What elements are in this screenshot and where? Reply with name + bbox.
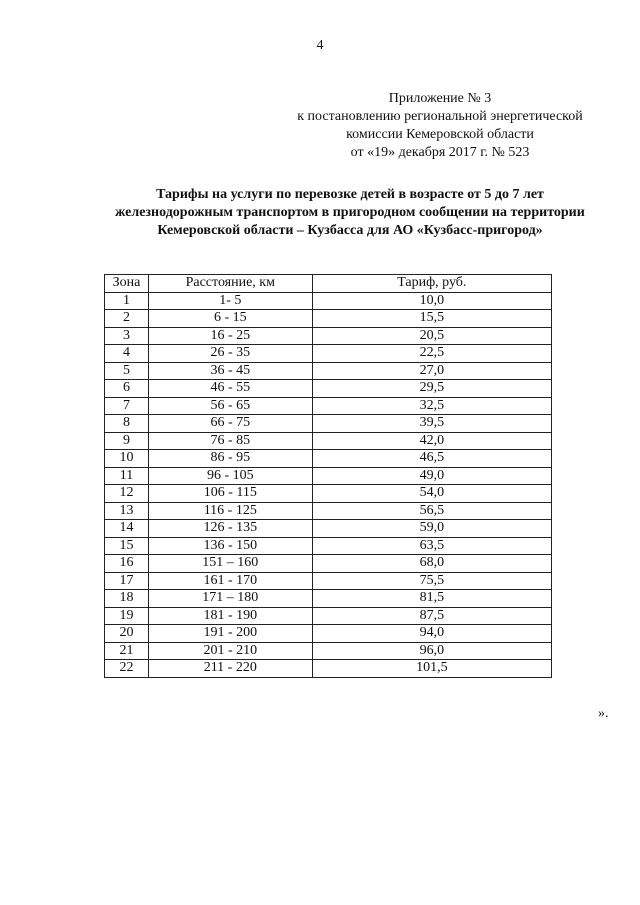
tariff-cell: 46,5 xyxy=(312,450,551,468)
distance-cell: 56 - 65 xyxy=(148,397,312,415)
table-row xyxy=(105,520,552,538)
title-line-3: Кемеровской области – Кузбасса для АО «Кузбасс-пригород» xyxy=(157,223,543,238)
distance-cell: 1- 5 xyxy=(148,292,312,310)
table-row xyxy=(105,485,552,503)
table-row xyxy=(105,450,552,468)
tariff-cell: 56,5 xyxy=(312,502,551,520)
table-row xyxy=(105,345,552,363)
distance-cell: 136 - 150 xyxy=(148,537,312,555)
table-row xyxy=(105,310,552,328)
header-zone: Зона xyxy=(105,275,149,293)
zone-cell: 2 xyxy=(105,310,149,328)
distance-cell: 126 - 135 xyxy=(148,520,312,538)
tariff-cell: 49,0 xyxy=(312,467,551,485)
zone-cell: 21 xyxy=(105,642,149,660)
zone-cell: 9 xyxy=(105,432,149,450)
distance-cell: 16 - 25 xyxy=(148,327,312,345)
table-row xyxy=(105,537,552,555)
distance-cell: 116 - 125 xyxy=(148,502,312,520)
distance-cell: 26 - 35 xyxy=(148,345,312,363)
distance-cell: 6 - 15 xyxy=(148,310,312,328)
table-row xyxy=(105,502,552,520)
tariff-cell: 59,0 xyxy=(312,520,551,538)
zone-cell: 22 xyxy=(105,660,149,678)
zone-cell: 8 xyxy=(105,415,149,433)
tariff-cell: 39,5 xyxy=(312,415,551,433)
tariff-table xyxy=(104,274,552,678)
table-row xyxy=(105,362,552,380)
zone-cell: 19 xyxy=(105,607,149,625)
zone-cell: 20 xyxy=(105,625,149,643)
zone-cell: 11 xyxy=(105,467,149,485)
table-row xyxy=(105,292,552,310)
table-body xyxy=(105,292,552,677)
zone-cell: 16 xyxy=(105,555,149,573)
distance-cell: 171 – 180 xyxy=(148,590,312,608)
tariff-cell: 101,5 xyxy=(312,660,551,678)
zone-cell: 18 xyxy=(105,590,149,608)
table-row xyxy=(105,572,552,590)
tariff-cell: 96,0 xyxy=(312,642,551,660)
appendix-resolution: к постановлению региональной энергетической xyxy=(297,109,583,124)
table-row xyxy=(105,642,552,660)
table-row xyxy=(105,590,552,608)
tariff-cell: 22,5 xyxy=(312,345,551,363)
distance-cell: 96 - 105 xyxy=(148,467,312,485)
zone-cell: 17 xyxy=(105,572,149,590)
table-row xyxy=(105,415,552,433)
header-tariff: Тариф, руб. xyxy=(312,275,551,293)
table-row xyxy=(105,327,552,345)
zone-cell: 4 xyxy=(105,345,149,363)
distance-cell: 46 - 55 xyxy=(148,380,312,398)
zone-cell: 1 xyxy=(105,292,149,310)
zone-cell: 5 xyxy=(105,362,149,380)
table-row xyxy=(105,467,552,485)
zone-cell: 13 xyxy=(105,502,149,520)
distance-cell: 151 – 160 xyxy=(148,555,312,573)
zone-cell: 3 xyxy=(105,327,149,345)
table-row xyxy=(105,607,552,625)
tariff-cell: 94,0 xyxy=(312,625,551,643)
table-row xyxy=(105,397,552,415)
tariff-cell: 32,5 xyxy=(312,397,551,415)
tariff-cell: 68,0 xyxy=(312,555,551,573)
tariff-cell: 87,5 xyxy=(312,607,551,625)
tariff-cell: 29,5 xyxy=(312,380,551,398)
tariff-cell: 54,0 xyxy=(312,485,551,503)
appendix-commission: комиссии Кемеровской области xyxy=(346,127,534,142)
distance-cell: 76 - 85 xyxy=(148,432,312,450)
distance-cell: 106 - 115 xyxy=(148,485,312,503)
header-distance: Расстояние, км xyxy=(148,275,312,293)
distance-cell: 161 - 170 xyxy=(148,572,312,590)
distance-cell: 86 - 95 xyxy=(148,450,312,468)
tariff-cell: 81,5 xyxy=(312,590,551,608)
title-line-2: железнодорожным транспортом в пригородном сообщении на территории xyxy=(115,205,585,220)
distance-cell: 181 - 190 xyxy=(148,607,312,625)
tariff-cell: 15,5 xyxy=(312,310,551,328)
page-number: 4 xyxy=(316,38,324,53)
document-title xyxy=(80,186,620,240)
table-row xyxy=(105,660,552,678)
zone-cell: 7 xyxy=(105,397,149,415)
appendix-date: от «19» декабря 2017 г. № 523 xyxy=(350,145,530,160)
tariff-cell: 10,0 xyxy=(312,292,551,310)
distance-cell: 36 - 45 xyxy=(148,362,312,380)
zone-cell: 14 xyxy=(105,520,149,538)
appendix-header xyxy=(285,90,595,162)
table-row xyxy=(105,555,552,573)
distance-cell: 211 - 220 xyxy=(148,660,312,678)
table-header-row xyxy=(105,275,552,293)
closing-quote: ». xyxy=(598,706,609,721)
table-row xyxy=(105,380,552,398)
tariff-cell: 20,5 xyxy=(312,327,551,345)
tariff-cell: 27,0 xyxy=(312,362,551,380)
zone-cell: 10 xyxy=(105,450,149,468)
title-line-1: Тарифы на услуги по перевозке детей в возрасте от 5 до 7 лет xyxy=(156,187,544,202)
tariff-cell: 75,5 xyxy=(312,572,551,590)
zone-cell: 12 xyxy=(105,485,149,503)
table-row xyxy=(105,432,552,450)
distance-cell: 201 - 210 xyxy=(148,642,312,660)
appendix-title: Приложение № 3 xyxy=(388,91,492,106)
distance-cell: 191 - 200 xyxy=(148,625,312,643)
table-row xyxy=(105,625,552,643)
tariff-cell: 42,0 xyxy=(312,432,551,450)
tariff-cell: 63,5 xyxy=(312,537,551,555)
distance-cell: 66 - 75 xyxy=(148,415,312,433)
zone-cell: 6 xyxy=(105,380,149,398)
zone-cell: 15 xyxy=(105,537,149,555)
